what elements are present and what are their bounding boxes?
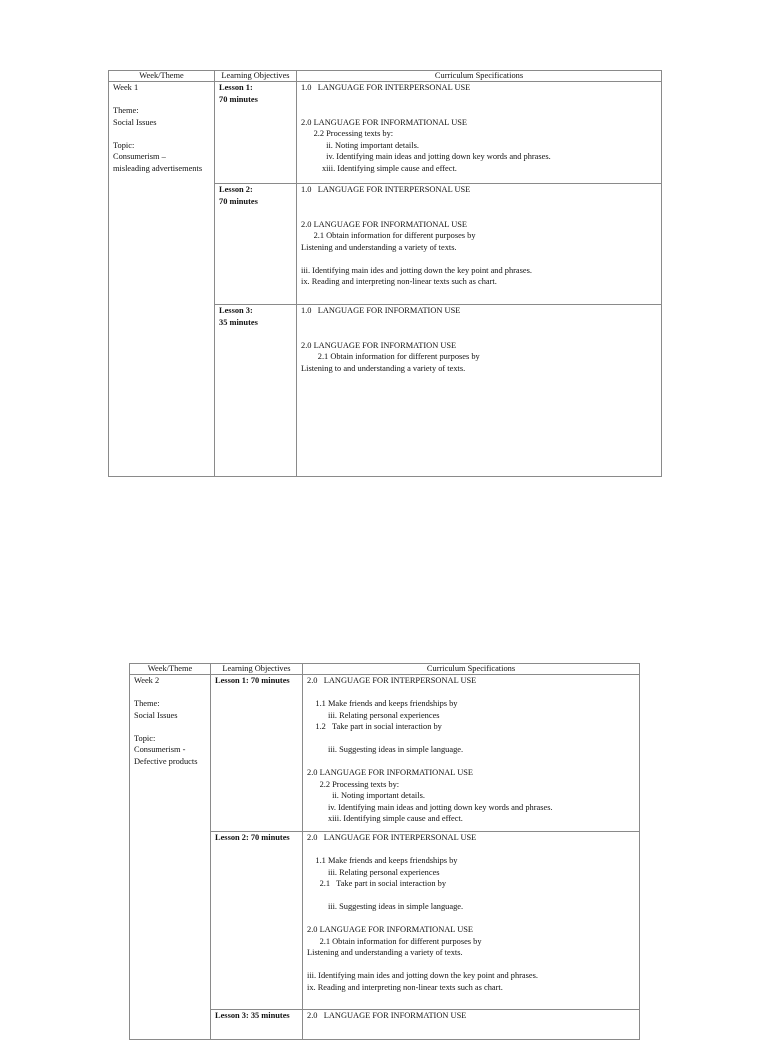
spec-line xyxy=(301,196,661,208)
lesson-1-title: Lesson 1: 70 minutes xyxy=(215,676,290,685)
lesson-1-specifications-cell xyxy=(297,82,662,184)
spec-line xyxy=(301,328,661,340)
spec-line: xiii. Identifying simple cause and effect. xyxy=(307,814,463,823)
spec-line: 2.0 LANGUAGE FOR INFORMATION USE xyxy=(307,1011,467,1020)
spec-line xyxy=(307,959,639,971)
blank-line xyxy=(113,94,214,106)
spec-line: Listening and understanding a variety of texts. xyxy=(301,242,457,252)
lesson-2-specifications-cell xyxy=(297,184,662,305)
spec-line: 1.1 Make friends and keeps friendships by xyxy=(307,856,458,865)
spec-line: 1.2 Take part in social interaction by xyxy=(307,722,442,731)
spec-line: iii. Relating personal experiences xyxy=(307,710,440,720)
spec-line: 1.0 LANGUAGE FOR INTERPERSONAL USE xyxy=(301,185,471,194)
topic-label: Topic: xyxy=(134,733,156,743)
spec-line: 2.0 LANGUAGE FOR INFORMATIONAL USE xyxy=(307,768,474,777)
blank-line xyxy=(113,128,214,140)
lesson-2-objectives-cell xyxy=(211,832,303,1010)
spec-line xyxy=(301,94,661,106)
spec-line: 2.1 Obtain information for different purposes by xyxy=(301,231,476,240)
theme-value: Social Issues xyxy=(113,117,157,127)
lesson-3-objectives-cell xyxy=(215,305,297,477)
spec-line xyxy=(301,207,661,219)
spec-line: iii. Suggesting ideas in simple language. xyxy=(307,902,464,911)
spec-line: 2.1 Obtain information for different purposes by xyxy=(301,352,480,361)
lesson-plan-table-week-1 xyxy=(108,70,662,477)
spec-line xyxy=(307,687,639,699)
table-row xyxy=(109,82,662,184)
spec-line: 2.1 Obtain information for different purposes by xyxy=(307,936,482,946)
spec-line: 2.2 Processing texts by: xyxy=(307,779,400,789)
spec-line: iv. Identifying main ideas and jotting down key words and phrases. xyxy=(301,152,551,161)
spec-line: ix. Reading and interpreting non-linear texts such as chart. xyxy=(301,277,497,286)
blank-line xyxy=(134,721,210,733)
spec-line: ii. Noting important details. xyxy=(301,140,419,150)
spec-line xyxy=(301,253,661,265)
spec-line xyxy=(307,890,639,902)
spec-line: 2.0 LANGUAGE FOR INFORMATIONAL USE xyxy=(307,925,474,934)
lesson-plan-table-week-2 xyxy=(129,663,640,1040)
spec-line xyxy=(301,317,661,329)
spec-line: 2.2 Processing texts by: xyxy=(301,129,394,138)
header-week-theme: Week/Theme xyxy=(130,664,211,675)
spec-line xyxy=(307,913,639,925)
spec-line: iii. Identifying main ides and jotting down the key point and phrases. xyxy=(307,971,538,980)
spec-line xyxy=(307,756,639,768)
topic-label: Topic: xyxy=(113,140,135,150)
lesson-3-duration: 35 minutes xyxy=(219,317,258,327)
spec-line: 2.0 LANGUAGE FOR INTERPERSONAL USE xyxy=(307,833,477,842)
lesson-3-title: Lesson 3: xyxy=(219,306,253,315)
lesson-1-duration: 70 minutes xyxy=(219,94,258,104)
spec-line: ii. Noting important details. xyxy=(307,791,425,800)
theme-label: Theme: xyxy=(134,699,160,708)
spec-line xyxy=(307,733,639,745)
topic-value-cont: Defective products xyxy=(134,756,198,766)
spec-line: iii. Suggesting ideas in simple language. xyxy=(307,745,464,754)
header-learning-objectives: Learning Objectives xyxy=(215,71,297,82)
lesson-3-specifications-cell xyxy=(303,1010,640,1040)
spec-line: iii. Identifying main ides and jotting down the key point and phrases. xyxy=(301,265,532,275)
lesson-2-objectives-cell xyxy=(215,184,297,305)
table-row xyxy=(130,675,640,832)
topic-value: Consumerism - xyxy=(134,745,186,754)
theme-label: Theme: xyxy=(113,106,139,115)
lesson-1-title: Lesson 1: xyxy=(219,83,253,92)
spec-line: 1.1 Make friends and keeps friendships by xyxy=(307,699,458,708)
spec-line: 1.0 LANGUAGE FOR INFORMATION USE xyxy=(301,306,461,315)
lesson-1-specifications-cell xyxy=(303,675,640,832)
spec-line: 2.0 LANGUAGE FOR INFORMATIONAL USE xyxy=(301,117,468,127)
spec-line: iv. Identifying main ideas and jotting down key words and phrases. xyxy=(307,802,553,812)
spec-line: ix. Reading and interpreting non-linear texts such as chart. xyxy=(307,982,503,992)
week-theme-cell xyxy=(130,675,211,1040)
week-theme-cell xyxy=(109,82,215,477)
lesson-2-title: Lesson 2: 70 minutes xyxy=(215,833,290,842)
header-week-theme: Week/Theme xyxy=(109,71,215,82)
week-label: Week 1 xyxy=(113,83,139,92)
week-label: Week 2 xyxy=(134,676,160,685)
spec-line: Listening and understanding a variety of texts. xyxy=(307,948,463,957)
spec-line: 2.1 Take part in social interaction by xyxy=(307,879,447,888)
spec-line: iii. Relating personal experiences xyxy=(307,867,440,877)
lesson-2-title: Lesson 2: xyxy=(219,185,253,194)
header-curriculum-specifications: Curriculum Specifications xyxy=(297,71,662,82)
lesson-3-specifications-cell xyxy=(297,305,662,477)
table-header-row xyxy=(130,664,640,675)
topic-value-cont: misleading advertisements xyxy=(113,163,203,173)
lesson-3-title: Lesson 3: 35 minutes xyxy=(215,1011,290,1020)
lesson-1-objectives-cell xyxy=(215,82,297,184)
blank-line xyxy=(134,687,210,699)
lesson-1-objectives-cell xyxy=(211,675,303,832)
spec-line: 2.0 LANGUAGE FOR INFORMATIONAL USE xyxy=(301,219,468,229)
lesson-3-objectives-cell xyxy=(211,1010,303,1040)
spec-line: 2.0 LANGUAGE FOR INFORMATION USE xyxy=(301,340,457,350)
header-curriculum-specifications: Curriculum Specifications xyxy=(303,664,640,675)
table-header-row xyxy=(109,71,662,82)
spec-line xyxy=(301,105,661,117)
lesson-2-duration: 70 minutes xyxy=(219,196,258,206)
spec-line xyxy=(307,844,639,856)
topic-value: Consumerism – xyxy=(113,152,166,161)
spec-line: 1.0 LANGUAGE FOR INTERPERSONAL USE xyxy=(301,83,471,92)
spec-line: Listening to and understanding a variety of texts. xyxy=(301,363,466,373)
header-learning-objectives: Learning Objectives xyxy=(211,664,303,675)
lesson-2-specifications-cell xyxy=(303,832,640,1010)
spec-line: 2.0 LANGUAGE FOR INTERPERSONAL USE xyxy=(307,676,477,685)
theme-value: Social Issues xyxy=(134,710,178,720)
spec-line: xiii. Identifying simple cause and effect. xyxy=(301,163,457,173)
